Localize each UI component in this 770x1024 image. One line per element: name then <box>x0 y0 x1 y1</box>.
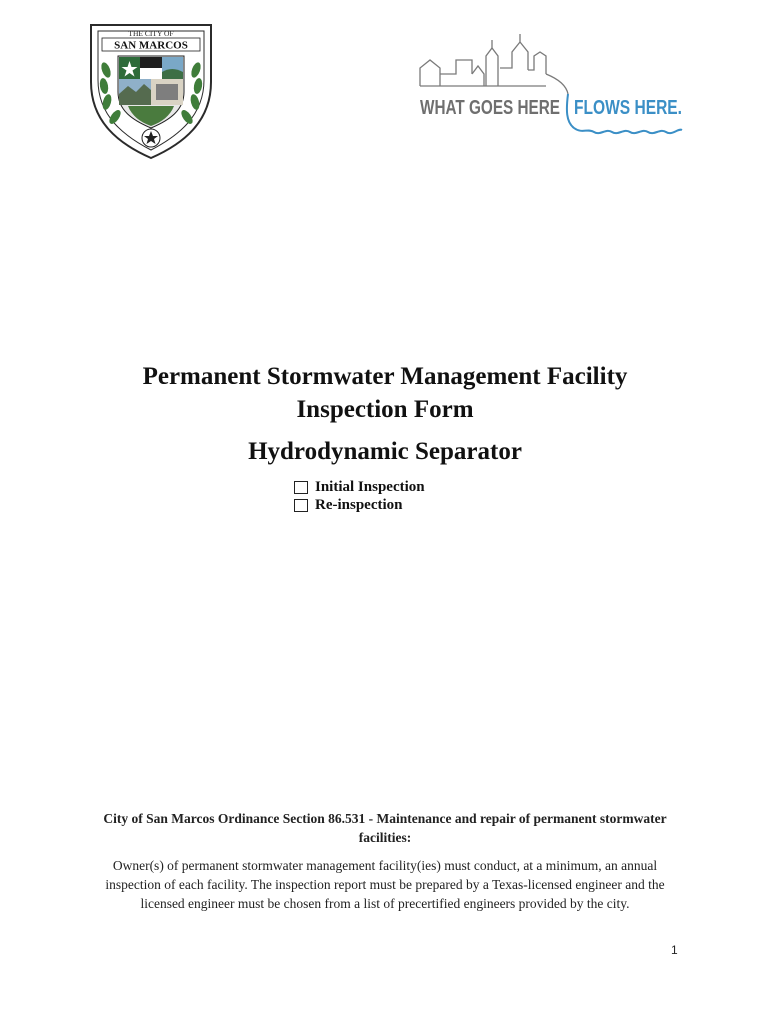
ordinance-heading-line-2: facilities: <box>358 830 412 845</box>
logo-left-text: WHAT GOES HERE <box>420 97 560 119</box>
svg-text:SAN MARCOS: SAN MARCOS <box>114 39 188 52</box>
ordinance-body-line-2: inspection of each facility. The inspection report must be prepared by a Texas-licensed engineer and the <box>105 877 665 892</box>
form-subtitle: Hydrodynamic Separator <box>248 438 522 465</box>
inspection-type-options <box>294 478 425 514</box>
initial-inspection-checkbox[interactable] <box>294 481 308 494</box>
ordinance-section <box>90 809 680 913</box>
ordinance-heading <box>90 809 680 847</box>
ordinance-body-line-3: licensed engineer must be chosen from a list of precertified engineers provided by the city. <box>140 896 630 911</box>
form-title-line-1: Permanent Stormwater Management Facility <box>142 363 628 390</box>
ordinance-body-line-1: Owner(s) of permanent stormwater management facility(ies) must conduct, at a minimum, an annual <box>112 858 658 873</box>
option-re-inspection[interactable] <box>294 496 425 514</box>
option-initial-inspection[interactable] <box>294 478 425 496</box>
logo-right-text: FLOWS HERE. <box>574 97 682 119</box>
page-number: 1 <box>671 943 678 957</box>
city-seal-logo <box>88 22 214 160</box>
svg-text:THE CITY OF: THE CITY OF <box>128 29 174 38</box>
ordinance-heading-line-1: City of San Marcos Ordinance Section 86.531 - Maintenance and repair of permanent stormwater <box>103 811 667 826</box>
ordinance-body <box>90 856 680 913</box>
what-goes-here-flows-here-logo <box>416 30 686 146</box>
form-title-line-2: Inspection Form <box>296 396 474 423</box>
re-inspection-checkbox[interactable] <box>294 499 308 512</box>
title-block <box>0 360 770 468</box>
re-inspection-label: Re-inspection <box>315 496 403 513</box>
initial-inspection-label: Initial Inspection <box>315 478 425 495</box>
